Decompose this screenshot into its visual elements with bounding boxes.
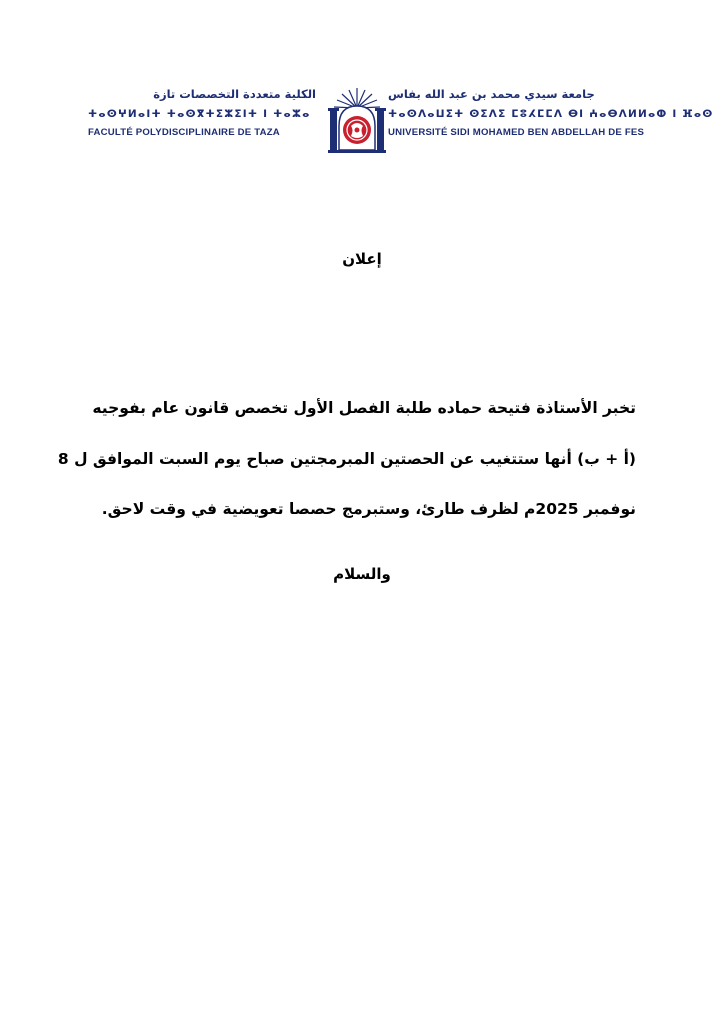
emblem-seal-center <box>355 128 360 133</box>
emblem-rays <box>334 88 380 108</box>
faculty-name-tifinagh: ⵜⴰⵙⵖⵍⴰⵏⵜ ⵜⴰⵙⴳⵜⵉⵣⵉⵏⵜ ⵏ ⵜⴰⵣⴰ <box>88 108 311 120</box>
university-name-block <box>388 86 714 140</box>
university-name-arabic: جامعة سيدي محمد بن عبد الله بفاس <box>388 87 595 101</box>
university-name-french: UNIVERSITÉ SIDI MOHAMED BEN ABDELLAH DE FES <box>388 127 645 138</box>
announcement-title: إعلان <box>342 250 382 268</box>
letterhead <box>0 86 724 156</box>
announcement-line-3: نوفمبر 2025م لظرف طارئ، وستبرمج حصصا تعويضية في وقت لاحق. <box>101 500 636 518</box>
closing-salutation: والسلام <box>333 565 391 583</box>
emblem-right-column <box>377 110 384 150</box>
emblem-base <box>328 150 386 153</box>
emblem-right-capital <box>375 108 386 111</box>
faculty-name-arabic: الكلية متعددة التخصصات تازة <box>153 87 316 101</box>
university-name-tifinagh: ⵜⴰⵙⴷⴰⵡⵉⵜ ⵙⵉⴷⵉ ⵎⵓⵃⵎⵎⴷ ⴱⵏ ⵄⴰⴱⴷⵍⵍⴰⵀ ⵏ ⴼⴰⵙ <box>388 108 714 120</box>
faculty-name-french: FACULTÉ POLYDISCIPLINAIRE DE TAZA <box>88 127 280 138</box>
announcement-line-1: تخبر الأستاذة فتيحة حماده طلبة الفصل الأول تخصص قانون عام بفوجيه <box>92 399 636 417</box>
emblem-graphic <box>327 86 387 156</box>
faculty-name-block <box>88 86 333 140</box>
emblem-left-capital <box>328 108 339 111</box>
announcement-line-2: (أ + ب) أنها ستتغيب عن الحصتين المبرمجتين صباح يوم السبت الموافق ل 8 <box>57 450 636 468</box>
emblem-left-column <box>330 110 337 150</box>
university-emblem-icon <box>327 86 387 156</box>
